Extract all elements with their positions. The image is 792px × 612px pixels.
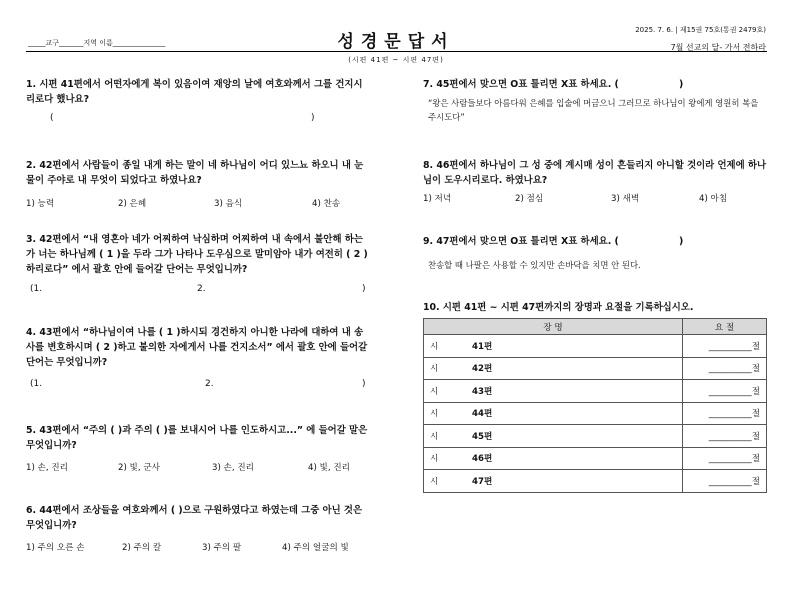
verse-blank[interactable]: __________절 bbox=[708, 341, 760, 352]
option-1[interactable]: 1) 저녁 bbox=[423, 194, 452, 204]
question-4-blank-2[interactable]: 2. bbox=[205, 379, 214, 389]
verse-blank[interactable]: __________절 bbox=[708, 364, 760, 375]
psalm-label: 시 bbox=[430, 341, 439, 352]
option-3[interactable]: 3) 주의 팔 bbox=[202, 543, 242, 553]
question-7-close: ) bbox=[679, 79, 684, 90]
psalm-label: 시 bbox=[430, 454, 439, 465]
question-3-blank-2[interactable]: 2. bbox=[197, 284, 206, 294]
option-2[interactable]: 2) 은혜 bbox=[118, 199, 147, 209]
chapter-number: 45편 bbox=[472, 431, 493, 442]
verse-blank[interactable]: __________절 bbox=[708, 386, 760, 397]
question-5-options bbox=[26, 461, 350, 473]
table-row bbox=[424, 470, 767, 493]
option-1[interactable]: 1) 능력 bbox=[26, 199, 55, 209]
verse-blank[interactable]: __________절 bbox=[708, 454, 760, 465]
option-1[interactable]: 1) 주의 오른 손 bbox=[26, 543, 85, 553]
option-2[interactable]: 2) 주의 칼 bbox=[122, 543, 162, 553]
question-6: 6. 44편에서 조상들을 여호와께서 ( )으로 구원하였다고 하였는데 그중 아닌 것은 무엇입니까? bbox=[26, 505, 363, 531]
option-4[interactable]: 4) 아침 bbox=[699, 194, 728, 204]
question-5: 5. 43편에서 “주의 ( )과 주의 ( )를 보내시어 나를 인도하시고...” 에 들어갈 말은 무엇입니까? bbox=[26, 425, 368, 451]
option-4[interactable]: 4) 주의 얼굴의 빛 bbox=[282, 543, 349, 553]
column-header-chapter: 장 명 bbox=[424, 319, 683, 335]
question-8-options bbox=[423, 192, 727, 204]
option-3[interactable]: 3) 음식 bbox=[214, 199, 243, 209]
chapter-number: 42편 bbox=[472, 364, 493, 375]
option-4[interactable]: 4) 빛, 진리 bbox=[308, 463, 350, 473]
question-3: 3. 42편에서 “내 영혼아 네가 어찌하여 낙심하며 어찌하여 내 속에서 불안해 하는가 너는 하나님께 ( 1 )을 두라 그가 나타나 도우심으로 말미암아 내가 여전히 ( 2 )하리로다” 에서 괄호 안에 들어갈 단어는 무엇입니까? bbox=[26, 234, 368, 275]
psalm-label: 시 bbox=[430, 364, 439, 375]
chapter-number: 44편 bbox=[472, 409, 493, 420]
question-7-statement: “왕은 사람들보다 아름다워 은혜를 입술에 머금으니 그러므로 하나님이 왕에게 영원히 복을 주시도다” bbox=[428, 98, 759, 122]
question-4-blank-1[interactable]: (1. bbox=[30, 379, 43, 389]
chapter-number: 43편 bbox=[472, 386, 493, 397]
page-title: 성경문답서 bbox=[337, 32, 455, 52]
table-row bbox=[424, 402, 767, 425]
column-header-verse: 요 절 bbox=[682, 319, 766, 335]
question-4: 4. 43편에서 “하나님이여 나를 ( 1 )하시되 경건하지 아니한 나라에 대하여 내 송사를 변호하시며 ( 2 )하고 불의한 자에게서 나를 건지소서” 에서 괄호 안에 들어갈 단어는 무엇입니까? bbox=[26, 327, 368, 368]
table-row bbox=[424, 357, 767, 380]
option-4[interactable]: 4) 찬송 bbox=[312, 199, 341, 209]
question-9-close: ) bbox=[679, 236, 684, 247]
table-row bbox=[424, 447, 767, 470]
question-6-options bbox=[26, 541, 349, 553]
page-subtitle: (시편 41편 ~ 시편 47편) bbox=[348, 56, 444, 64]
name-fields: _____교구_______지역 이름_______________ bbox=[28, 39, 166, 47]
question-1-paren-open: ( bbox=[50, 113, 54, 123]
option-2[interactable]: 2) 빛, 군사 bbox=[118, 463, 160, 473]
psalm-label: 시 bbox=[430, 431, 439, 442]
option-3[interactable]: 3) 손, 진리 bbox=[212, 463, 254, 473]
table-row bbox=[424, 380, 767, 403]
question-1: 1. 시편 41편에서 어떤자에게 복이 있음이여 재앙의 날에 여호와께서 그를 건지시리로다 했나요? bbox=[26, 79, 363, 105]
issue-info: 2025. 7. 6. | 제15권 75호(통권 2479호) bbox=[635, 26, 766, 34]
question-10: 10. 시편 41편 ~ 시편 47편까지의 장명과 요절을 기록하십시오. bbox=[423, 302, 694, 313]
question-8: 8. 46편에서 하나님이 그 성 중에 계시매 성이 흔들리지 아니할 것이라 언제에 하나님이 도우시리로다. 하였나요? bbox=[423, 160, 767, 186]
question-1-paren-close: ) bbox=[311, 113, 315, 123]
table-row bbox=[424, 425, 767, 448]
question-3-blank-1[interactable]: (1. bbox=[30, 284, 43, 294]
psalm-label: 시 bbox=[430, 409, 439, 420]
chapter-number: 46편 bbox=[472, 454, 493, 465]
question-3-close: ) bbox=[362, 284, 366, 294]
question-7: 7. 45편에서 맞으면 O표 틀리면 X표 하세요. ( bbox=[423, 79, 619, 90]
question-9: 9. 47편에서 맞으면 O표 틀리면 X표 하세요. ( bbox=[423, 236, 619, 247]
monthly-theme: 7월 선교의 달- 가서 전하라 bbox=[670, 43, 766, 52]
question-4-close: ) bbox=[362, 379, 366, 389]
psalm-label: 시 bbox=[430, 476, 439, 487]
header-divider bbox=[26, 51, 767, 52]
option-1[interactable]: 1) 손, 진리 bbox=[26, 463, 68, 473]
psalm-label: 시 bbox=[430, 386, 439, 397]
option-2[interactable]: 2) 점심 bbox=[515, 194, 544, 204]
question-2: 2. 42편에서 사람들이 종일 내게 하는 말이 네 하나님이 어디 있느뇨 하오니 내 눈물이 주야로 내 무엇이 되었다고 하였나요? bbox=[26, 160, 364, 186]
question-9-statement: 찬송할 때 나팔은 사용할 수 있지만 손바닥을 치면 안 된다. bbox=[428, 260, 641, 270]
option-3[interactable]: 3) 새벽 bbox=[611, 194, 640, 204]
question-2-options bbox=[26, 197, 340, 209]
table-row bbox=[424, 335, 767, 358]
verse-blank[interactable]: __________절 bbox=[708, 476, 760, 487]
chapter-number: 41편 bbox=[472, 341, 493, 352]
verse-blank[interactable]: __________절 bbox=[708, 409, 760, 420]
verse-blank[interactable]: __________절 bbox=[708, 431, 760, 442]
chapter-number: 47편 bbox=[472, 476, 493, 487]
chapter-verse-table bbox=[423, 318, 767, 493]
